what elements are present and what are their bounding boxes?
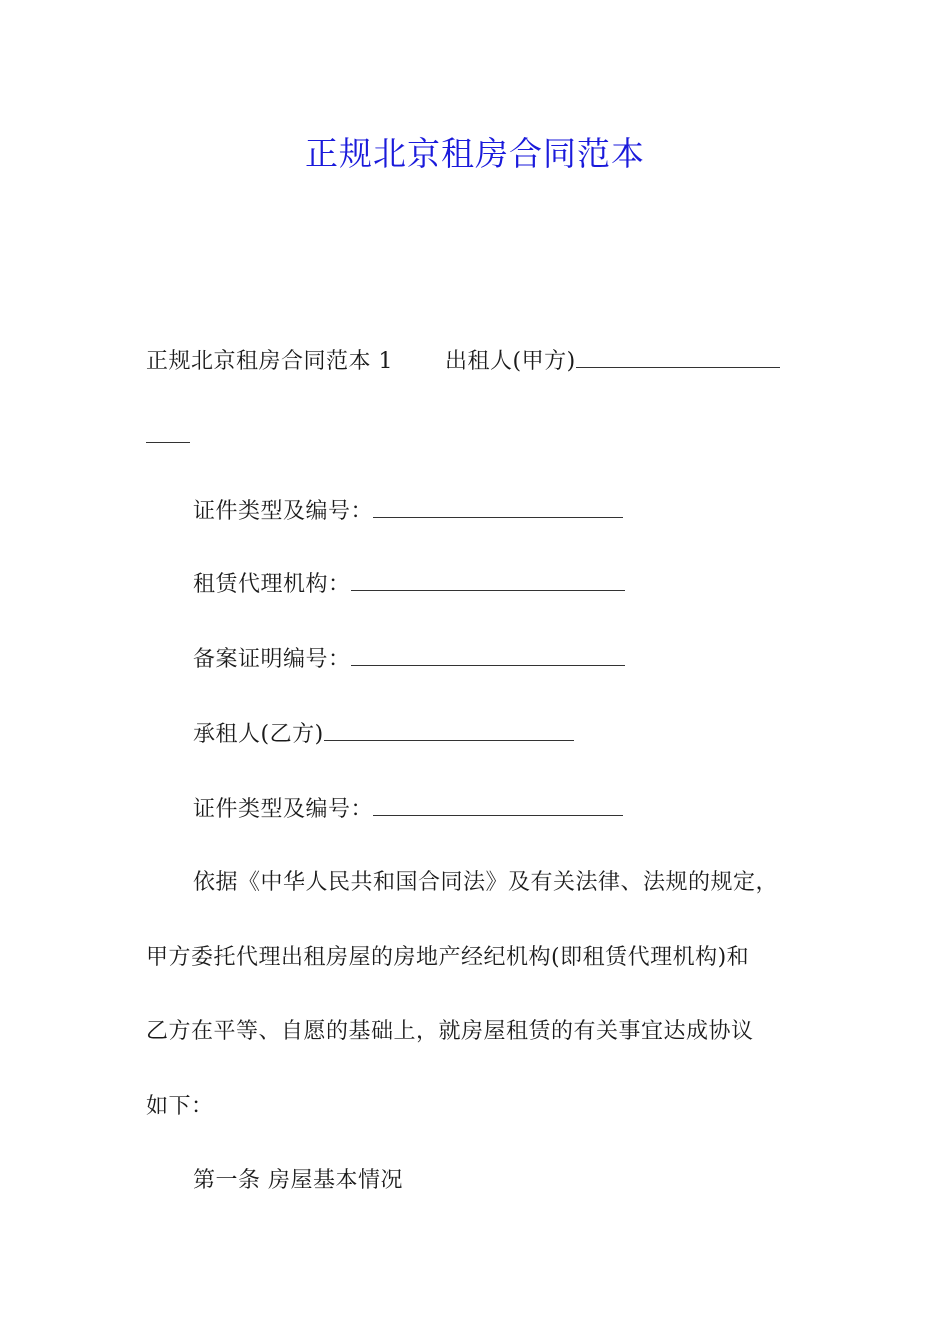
paragraph-line-1: 依据《中华人民共和国合同法》及有关法律、法规的规定， bbox=[193, 870, 779, 895]
line-agency bbox=[193, 568, 625, 600]
lessor-blank-continuation bbox=[146, 420, 190, 452]
id-type-blank-1 bbox=[373, 495, 623, 518]
document-title: 正规北京租房合同范本 bbox=[305, 134, 645, 173]
paragraph-line-4: 如下： bbox=[146, 1094, 214, 1119]
section-heading-1: 第一条 房屋基本情况 bbox=[193, 1168, 403, 1193]
paragraph-line-3: 乙方在平等、自愿的基础上，就房屋租赁的有关事宜达成协议 bbox=[146, 1019, 754, 1044]
lessor-blank bbox=[576, 345, 780, 368]
blank-continuation bbox=[146, 420, 190, 443]
line-lessee bbox=[193, 718, 574, 750]
line-record-number bbox=[193, 643, 625, 675]
contract-name-text: 正规北京租房合同范本 1 bbox=[146, 349, 393, 374]
agency-blank bbox=[351, 568, 625, 591]
paragraph-line-2: 甲方委托代理出租房屋的房地产经纪机构(即租赁代理机构)和 bbox=[146, 945, 750, 970]
lessee-blank bbox=[324, 718, 574, 741]
line-id-type-2 bbox=[193, 793, 623, 825]
agency-label: 租赁代理机构： bbox=[193, 572, 351, 597]
record-number-label: 备案证明编号： bbox=[193, 647, 351, 672]
lessor-label: 出租人(甲方) bbox=[445, 349, 576, 374]
record-number-blank bbox=[351, 643, 625, 666]
id-type-label-2: 证件类型及编号： bbox=[193, 797, 374, 822]
lessee-label: 承租人(乙方) bbox=[193, 722, 324, 747]
id-type-label-1: 证件类型及编号： bbox=[193, 499, 374, 524]
id-type-blank-2 bbox=[373, 793, 623, 816]
line-id-type-1 bbox=[193, 495, 623, 527]
line-header bbox=[146, 345, 780, 377]
